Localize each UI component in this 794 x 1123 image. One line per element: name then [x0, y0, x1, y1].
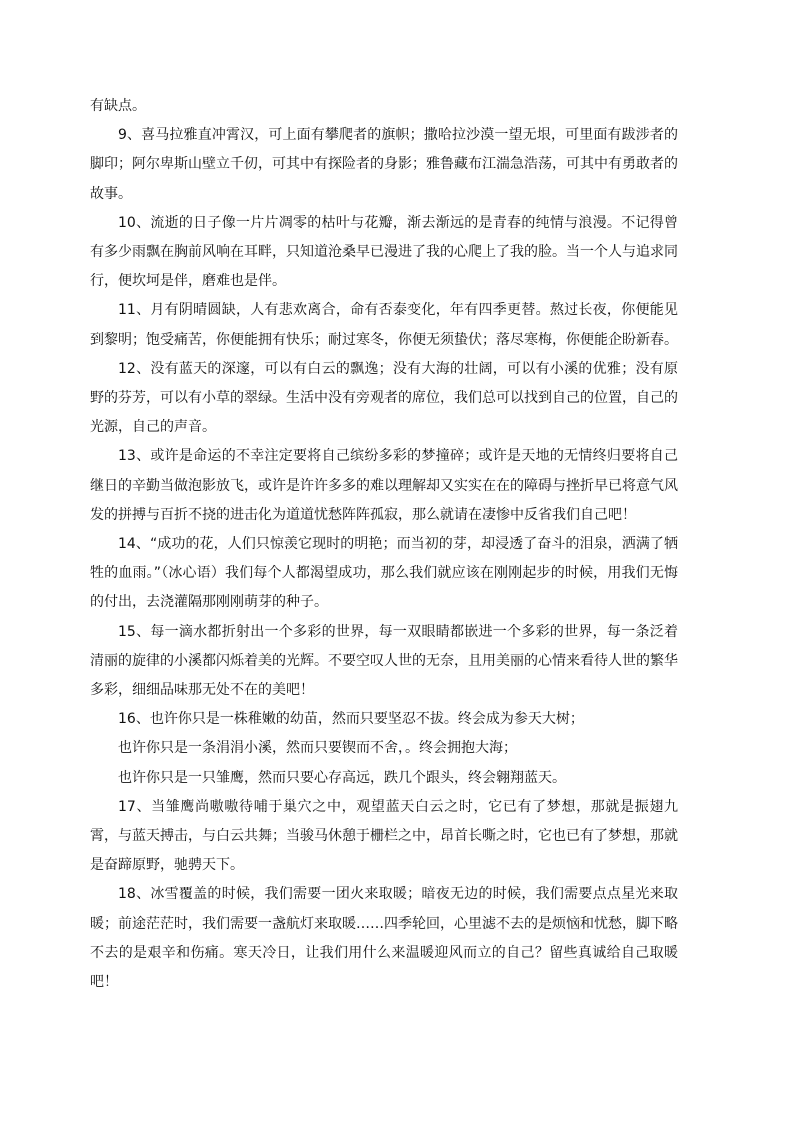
paragraph-10: 10、流逝的日子像一片片凋零的枯叶与花瓣，渐去渐远的是青春的纯情与浪漫。不记得曾有多少雨飘在胸前风响在耳畔，只知道沧桑早已漫进了我的心爬上了我的脸。当一个人与追求同行，便坎坷是伴，磨难也是伴。 [90, 214, 678, 290]
paragraph-13: 13、或许是命运的不幸注定要将自己缤纷多彩的梦撞碎；或许是天地的无情终归要将自己继日的辛勤当做泡影放飞，或许是许许多多的难以理解却又实实在在的障碍与挫折早已将意气风发的拼搏与百折不挠的进击化为道道忧愁阵阵孤寂，那么就请在凄惨中反省我们自己吧！ [90, 448, 678, 523]
paragraph-16-line-3: 也许你只是一只雏鹰，然而只要心存高远，跌几个跟头，终会翱翔蓝天。 [118, 769, 566, 786]
paragraph-12: 12、没有蓝天的深邃，可以有白云的飘逸；没有大海的壮阔，可以有小溪的优雅；没有原野的芬芳，可以有小草的翠绿。生活中没有旁观者的席位，我们总可以找到自己的位置，自己的光源，自己的声音。 [90, 360, 678, 436]
paragraph-16-line-2: 也许你只是一条涓涓小溪，然而只要锲而不舍，。终会拥抱大海； [118, 740, 517, 757]
document-page [90, 92, 678, 997]
paragraph-fragment: 有缺点。 [90, 98, 146, 114]
paragraph-16: 16、也许你只是一株稚嫩的幼苗，然而只要坚忍不拔。终会成为参天大树； [118, 711, 584, 728]
paragraph-9: 9、喜马拉雅直冲霄汉，可上面有攀爬者的旗帜；撒哈拉沙漠一望无垠，可里面有跋涉者的脚印；阿尔卑斯山壁立千仞，可其中有探险者的身影；雅鲁藏布江湍急浩荡，可其中有勇敢者的故事。 [90, 127, 678, 202]
paragraph-15: 15、每一滴水都折射出一个多彩的世界，每一双眼睛都嵌进一个多彩的世界，每一条泛着清丽的旋律的小溪都闪烁着美的光辉。不要空叹人世的无奈，且用美丽的心情来看待人世的繁华多彩，细细品味那无处不在的美吧！ [90, 623, 678, 699]
paragraph-11: 11、月有阴晴圆缺，人有悲欢离合，命有否泰变化，年有四季更替。熬过长夜，你便能见到黎明；饱受痛苦，你便能拥有快乐；耐过寒冬，你便无须蛰伏；落尽寒梅，你便能企盼新春。 [90, 302, 678, 348]
paragraph-18: 18、冰雪覆盖的时候，我们需要一团火来取暖；暗夜无边的时候，我们需要点点星光来取暖；前途茫茫时，我们需要一盏航灯来取暖……四季轮回，心里滤不去的是烦恼和忧愁，脚下略不去的是艰辛和伤痛。寒天冷日，让我们用什么来温暖迎风而立的自己？留些真诚给自己取暖吧！ [90, 886, 678, 991]
paragraph-17: 17、当雏鹰尚嗷嗷待哺于巢穴之中，观望蓝天白云之时，它已有了梦想，那就是振翅九霄，与蓝天搏击，与白云共舞；当骏马休憩于栅栏之中，昂首长嘶之时，它也已有了梦想，那就是奋蹄原野，驰骋天下。 [90, 798, 678, 874]
paragraph-14: 14、“成功的花，人们只惊羡它现时的明艳；而当初的芽，却浸透了奋斗的泪泉，洒满了牺牲的血雨。”（冰心语）我们每个人都渴望成功，那么我们就应该在刚刚起步的时候，用我们无悔的付出，去浇灌隔那刚刚萌芽的种子。 [90, 536, 678, 611]
